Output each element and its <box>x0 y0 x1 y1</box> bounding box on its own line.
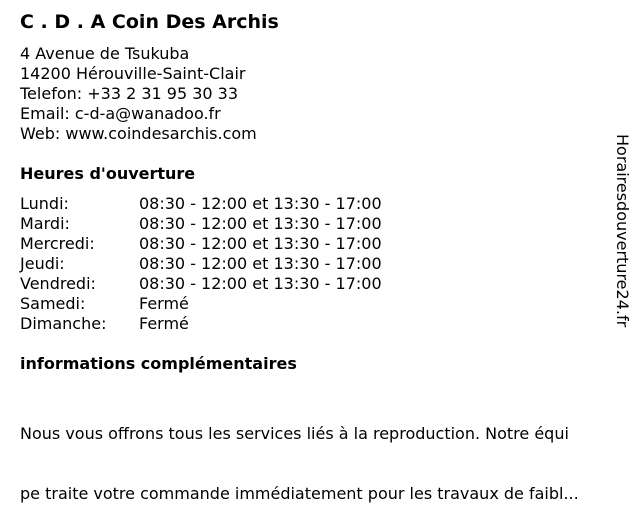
day-label: Samedi: <box>20 294 86 313</box>
business-description <box>20 384 630 524</box>
opening-hours-heading: Heures d'ouverture <box>20 164 196 183</box>
description-line: Nous vous offrons tous les services liés à la reproduction. Notre équi <box>20 424 569 443</box>
contact-block <box>20 44 257 144</box>
business-name: C . D . A Coin Des Archis <box>20 11 279 33</box>
additional-info-heading: informations complémentaires <box>20 354 297 373</box>
site-watermark: Horairesdouverture24.fr <box>613 134 632 328</box>
description-line: pe traite votre commande immédiatement pour les travaux de faibl... <box>20 484 579 503</box>
day-hours: Fermé <box>139 314 189 333</box>
phone-line: Telefon: +33 2 31 95 30 33 <box>20 84 239 103</box>
day-hours: 08:30 - 12:00 et 13:30 - 17:00 <box>139 234 382 253</box>
email-line: Email: c-d-a@wanadoo.fr <box>20 104 221 123</box>
day-hours: 08:30 - 12:00 et 13:30 - 17:00 <box>139 194 382 213</box>
day-label: Dimanche: <box>20 314 107 333</box>
day-label: Mardi: <box>20 214 70 233</box>
web-line: Web: www.coindesarchis.com <box>20 124 257 143</box>
day-label: Jeudi: <box>20 254 65 273</box>
address-city: 14200 Hérouville-Saint-Clair <box>20 64 246 83</box>
day-hours: Fermé <box>139 294 189 313</box>
address-street: 4 Avenue de Tsukuba <box>20 44 190 63</box>
day-hours: 08:30 - 12:00 et 13:30 - 17:00 <box>139 214 382 233</box>
day-label: Lundi: <box>20 194 69 213</box>
day-hours: 08:30 - 12:00 et 13:30 - 17:00 <box>139 274 382 293</box>
day-label: Mercredi: <box>20 234 95 253</box>
day-label: Vendredi: <box>20 274 96 293</box>
day-hours: 08:30 - 12:00 et 13:30 - 17:00 <box>139 254 382 273</box>
